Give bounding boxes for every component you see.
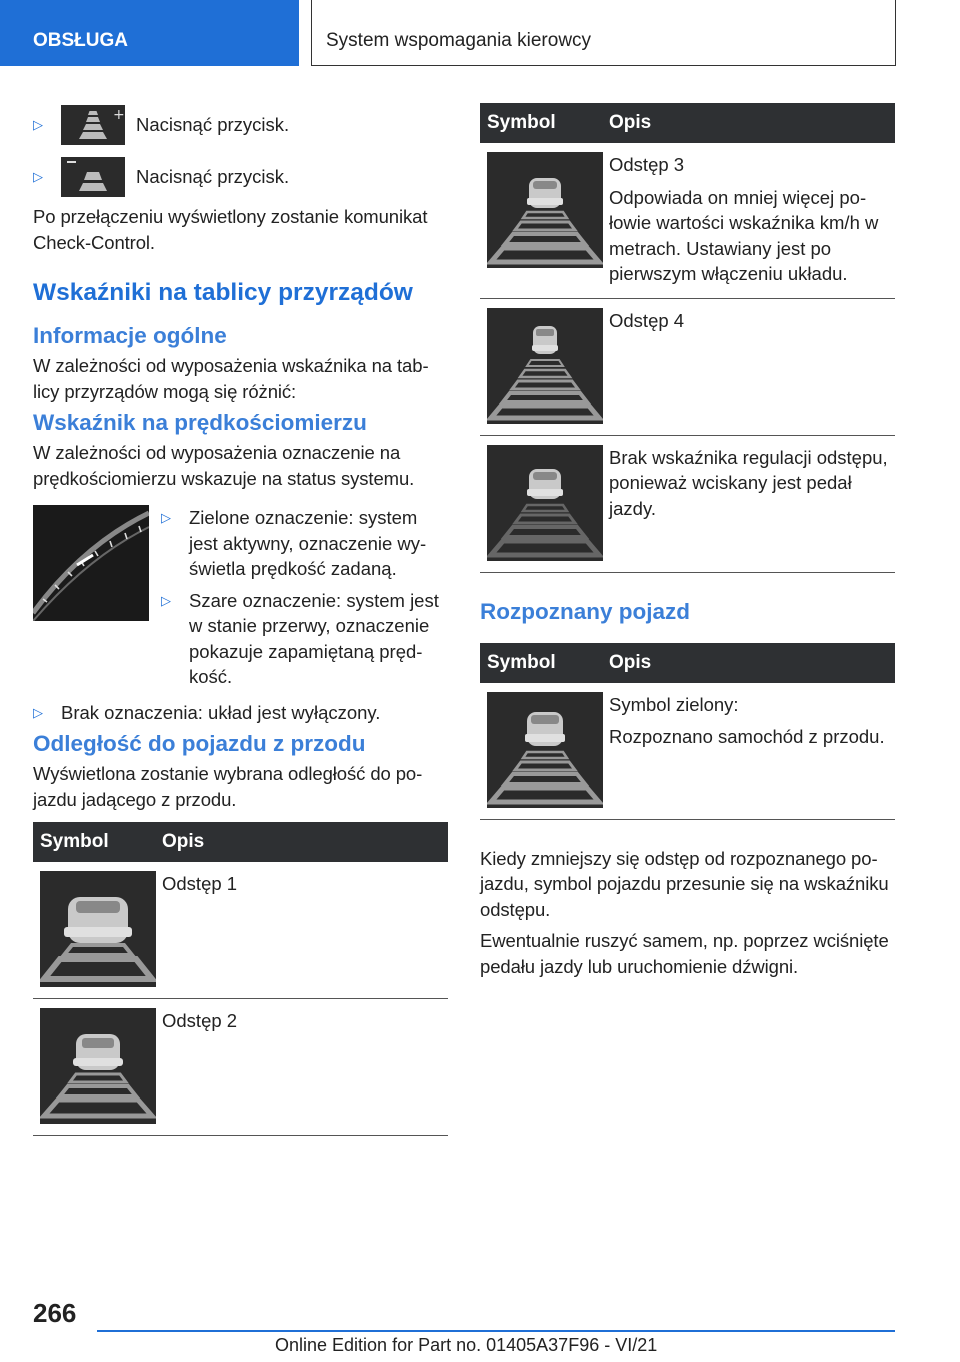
heading-instrument-displays: Wskaźniki na tablicy przyrządów	[33, 279, 413, 306]
approach-text: Kiedy zmniejszy się odstęp od rozpoznanego pojazdu, symbol pojazdu przesunie się na wskaźniku odstępu.	[480, 847, 889, 920]
table-row	[480, 435, 895, 572]
row-title: Odstęp 4	[609, 309, 685, 331]
bullet-triangle-icon: ▷	[33, 117, 43, 132]
table-row	[33, 862, 448, 999]
speedometer-status-list	[161, 505, 448, 696]
distance-2-symbol-image	[40, 1008, 156, 1124]
bullet-triangle-icon: ▷	[161, 510, 171, 525]
table-header-desc: Opis	[604, 643, 895, 683]
button-instruction-text: Nacisnąć przycisk.	[136, 166, 290, 187]
speedometer-text: W zależności od wyposażenia oznaczenie na prędkościomierzu wskazuje na status systemu.	[33, 442, 415, 489]
footer-divider	[97, 1330, 895, 1332]
bullet-triangle-icon: ▷	[33, 704, 43, 720]
distance-decrease-icon	[61, 157, 125, 197]
table-header-symbol: Symbol	[480, 643, 604, 683]
heading-detected-vehicle: Rozpoznany pojazd	[480, 598, 690, 624]
row-title: Odstęp 2	[162, 1010, 238, 1031]
bullet-triangle-icon: ▷	[161, 592, 171, 608]
row-title: Odstęp 3	[609, 154, 685, 175]
distance-table	[33, 822, 448, 1136]
after-switch-text: Po przełączeniu wyświetlony zostanie komunikat Check-Control.	[33, 206, 428, 253]
table-row	[480, 683, 895, 820]
button-instruction-1	[33, 100, 448, 150]
heading-general-info: Informacje ogólne	[33, 323, 227, 348]
distance-1-symbol-image	[40, 871, 156, 987]
table-header-symbol: Symbol	[480, 103, 604, 143]
distance-4-symbol-image	[487, 308, 603, 424]
distance-text: Wyświetlona zostanie wybrana odległość do pojazdu jadącego z przodu.	[33, 763, 423, 810]
row-title: Odstęp 1	[162, 873, 238, 894]
table-header-symbol: Symbol	[33, 822, 157, 862]
button-instruction-text: Nacisnąć przycisk.	[136, 114, 290, 135]
vehicle-table	[480, 643, 895, 820]
left-column	[33, 100, 448, 1136]
no-distance-indicator-symbol-image	[487, 445, 603, 561]
bullet-triangle-icon: ▷	[33, 169, 43, 184]
svg-text:+: +	[113, 107, 125, 123]
table-header-desc: Opis	[604, 103, 895, 143]
list-item: ▷ Szare oznaczenie: system jest w stanie przerwy, oznaczenie pokazuje zapamiętaną prędkość.	[161, 588, 448, 690]
section-tab: OBSŁUGA	[0, 0, 299, 66]
drive-off-text: Ewentualnie ruszyć samem, np. poprzez wciśnięte pedału jazdy lub uruchomienie dźwigni.	[480, 930, 889, 977]
list-item: ▷ Zielone oznaczenie: system jest aktywny, oznaczenie wyświetla prędkość zadaną.	[161, 505, 448, 582]
table-row	[480, 298, 895, 435]
row-title: Symbol zielony:	[609, 693, 739, 715]
list-item: ▷ Brak oznaczenia: układ jest wyłączony.	[33, 700, 448, 726]
distance-3-symbol-image	[487, 152, 603, 268]
speedometer-block	[33, 505, 448, 696]
page-number: 266	[33, 1298, 77, 1328]
speedometer-image	[33, 505, 149, 621]
distance-increase-icon	[61, 105, 125, 145]
heading-distance: Odległość do pojazdu z przodu	[33, 731, 366, 756]
general-text: W zależności od wyposażenia wskaźnika na tablicy przyrządów mogą się różnić:	[33, 355, 429, 402]
table-row	[480, 143, 895, 298]
edition-text: Online Edition for Part no. 01405A37F96 - VI/21	[275, 1335, 658, 1355]
detected-vehicle-symbol-image	[487, 692, 603, 808]
row-description: Odpowiada on mniej więcej połowie wartości wskaźnika km/h w metrach. Ustawiany jest po pierwszym włączeniu układu.	[609, 186, 879, 284]
table-header-desc: Opis	[157, 822, 448, 862]
row-description: Rozpoznano samochód z przodu.	[609, 726, 885, 747]
right-column	[480, 100, 895, 985]
table-row	[33, 999, 448, 1136]
row-description: Brak wskaźnika regulacji odstępu, ponieważ wciskany jest pedał jazdy.	[609, 446, 888, 519]
button-instruction-2	[33, 152, 448, 202]
chapter-tab: System wspomagania kierowcy	[311, 0, 896, 66]
heading-speedometer: Wskaźnik na prędkościomierzu	[33, 410, 367, 435]
distance-table-continued	[480, 103, 895, 573]
